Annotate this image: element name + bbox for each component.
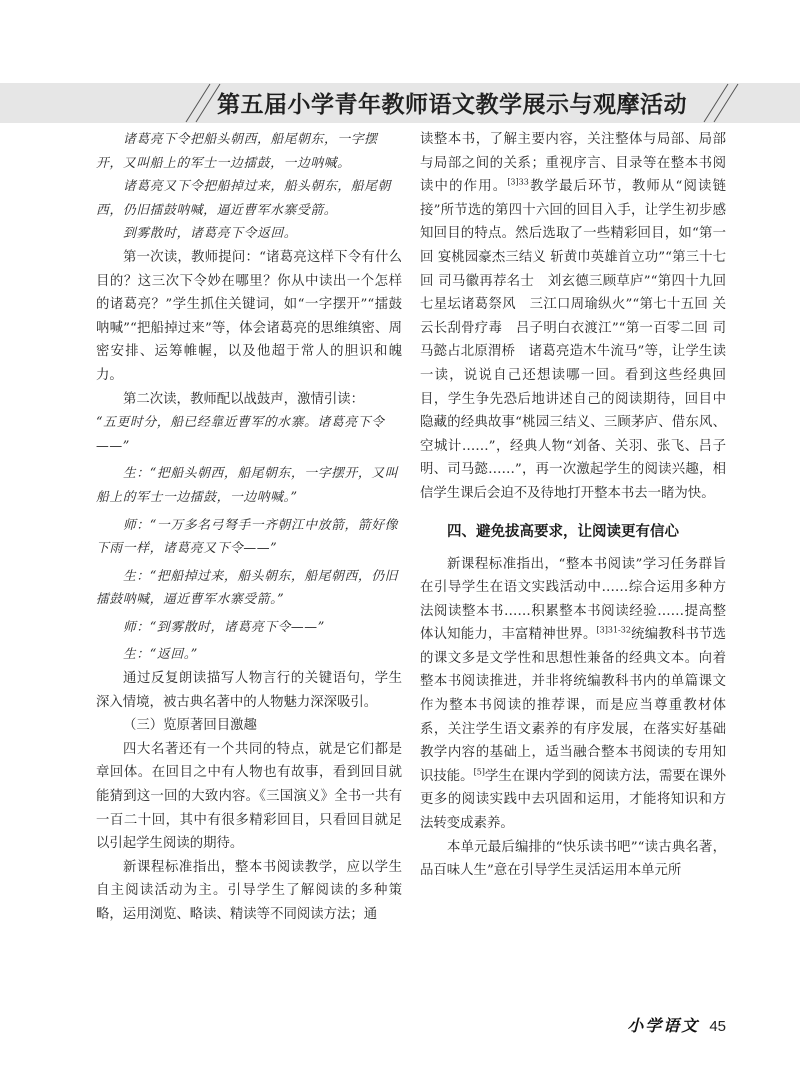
- citation: [3]33: [507, 177, 529, 187]
- left-column: [96, 128, 402, 927]
- dialogue-line: 师：“一万多名弓弩手一齐朝江中放箭，箭好像下雨一样，诸葛亮又下令——”: [96, 517, 399, 557]
- paragraph-text: 新课程标准指出，“整本书阅读”学习任务群旨在引导学生在语文实践活动中……综合运用多种方法阅读整本书……积累整本书阅读经验……提高整体认知能力，丰富精神世界。: [420, 556, 726, 643]
- paragraph: [420, 128, 726, 506]
- header-title: 第五届小学青年教师语文教学展示与观摩活动: [217, 92, 687, 118]
- paragraph-text: 读整本书，了解主要内容，关注整体与局部、局部与局部之间的关系；重视序言、目录等在整本书阅读中的作用。: [420, 132, 726, 195]
- dialogue-line: 生：“把船头朝西，船尾朝东，一字摆开，又叫船上的军士一边擂鼓，一边呐喊。”: [96, 466, 399, 505]
- paragraph: 第一次读，教师提问：“诸葛亮这样下令有什么目的？这三次下令妙在哪里？你从中读出一个怎样的诸葛亮？”学生抓住关键词，如“一字摆开”“擂鼓呐喊”“把船掉过来”等，体会诸葛亮的思维缜密、周密安排、运筹帷幄，以及他超于常人的胆识和魄力。: [96, 249, 402, 383]
- dialogue-line: 生：“把船掉过来，船头朝东，船尾朝西，仍旧擂鼓呐喊，逼近曹军水寨受箭。”: [96, 568, 399, 608]
- quote-line: 到雾散时，诸葛亮下令返回。: [123, 226, 298, 242]
- paragraph-text: 学生在课内学到的阅读方法，需要在课外更多的阅读实践中去巩固和运用，才能将知识和方法转变成素养。: [420, 768, 727, 832]
- citation: [3]31-32: [596, 625, 631, 635]
- quote-line: 诸葛亮下令把船头朝西，船尾朝东，一字摆开，又叫船上的军士一边擂鼓，一边呐喊。: [96, 132, 378, 171]
- section-heading: 四、避免拔高要求，让阅读更有信心: [447, 523, 679, 540]
- paragraph: 通过反复朗读描写人物言行的关键语句，学生深入情境，被古典名著中的人物魅力深深吸引。: [96, 671, 402, 710]
- paragraph: 本单元最后编排的“快乐读书吧”“读古典名著，品百味人生”意在引导学生灵活运用本单元所: [420, 839, 726, 879]
- citation: [5]: [473, 767, 485, 777]
- journal-logo: 小学语文: [627, 1016, 700, 1035]
- page-number: 45: [709, 1018, 726, 1035]
- paragraph-text: 统编教科书节选的课文多是文学性和思想性兼备的经典文本。向着整本书阅读推进，并非将统编教科书内的单篇课文作为整本书阅读的推荐课，而是应当尊重教材体系，关注学生语文素养的有序发展，在落实好基础教学内容的基础上，适当融合整本书阅读的专用知识技能。: [420, 627, 727, 784]
- quote-line: 诸葛亮又下令把船掉过来，船头朝东，船尾朝西，仍旧擂鼓呐喊，逼近曹军水寨受箭。: [96, 179, 391, 218]
- paragraph-text: 教学最后环节，教师从“阅读链接”所节选的第四十六回的回目入手，让学生初步感知回目的特点。然后选取了一些精彩回目，如“第一回 宴桃园豪杰三结义 斩黄巾英雄首立功”“第三十七回 司马徽再荐名士 刘玄德三顾草庐”“第四十九回 七星坛诸葛祭风 三江口周瑜纵火”“第七十五回 关云长刮骨疗毒 吕子明白衣渡江”“第一百零二回 司马懿占北原渭桥 诸葛亮造木牛流马”等，让学生读一读，说说自己还想读哪一回。看到这些经典回目，学生争先恐后地讲述自己的阅读期待，回目中隐藏的经典故事“桃园三结义、三顾茅庐、借东风、空城计……”，经典人物“刘备、关羽、张飞、吕子明、司马懿……”，再一次激起学生的阅读兴趣，相信学生课后会迫不及待地打开整本书去一睹为快。: [420, 179, 726, 501]
- paragraph: 第二次读，教师配以战鼓声，激情引读：: [123, 391, 365, 407]
- subsection-heading: （三）览原著回目激趣: [123, 718, 257, 734]
- right-column: [420, 128, 726, 883]
- paragraph: 四大名著还有一个共同的特点，就是它们都是章回体。在回目之中有人物也有故事，看到回目就能猜到这一回的大致内容。《三国演义》全书一共有一百二十回，其中有很多精彩回目，只看回目就足以引起学生阅读的期待。: [96, 741, 402, 852]
- page-header: [0, 0, 800, 130]
- page-footer: [627, 1013, 726, 1036]
- paragraph: 新课程标准指出，整本书阅读教学，应以学生自主阅读活动为主。引导学生了解阅读的多种策略，运用浏览、略读、精读等不同阅读方法；通: [96, 859, 402, 922]
- dialogue-line: 生：“返回。”: [123, 647, 198, 663]
- paragraph: [420, 553, 726, 836]
- dialogue-line: 师：“到雾散时，诸葛亮下令——”: [123, 619, 325, 635]
- quote-line: “五更时分，船已经靠近曹军的水寨。诸葛亮下令——”: [96, 415, 385, 454]
